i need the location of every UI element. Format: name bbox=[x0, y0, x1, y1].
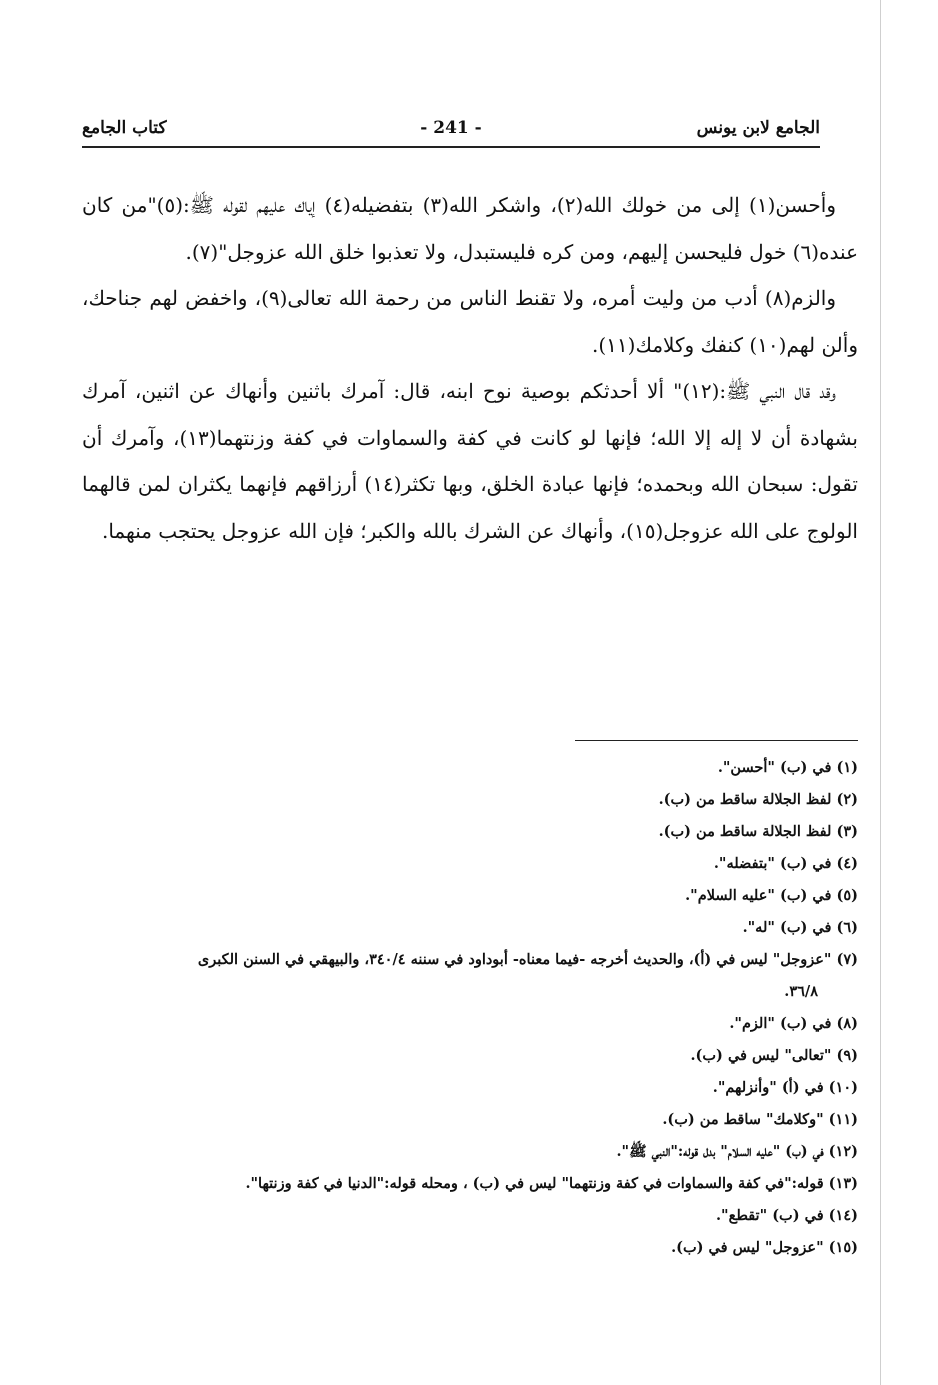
footnotes bbox=[82, 752, 858, 1264]
main-text bbox=[82, 182, 858, 554]
footnote: (١٢) في (ب) "عليه السلام" بدل قوله:"النبي ﷺ". bbox=[616, 1143, 858, 1160]
footnote-continuation: ٣٦/٨. bbox=[784, 983, 818, 1000]
footnote: (١٠) في (أ) "وأنزلهم". bbox=[712, 1079, 858, 1096]
paragraph: والزم(٨) أدب من وليت أمره، ولا تقنط الناس من رحمة الله تعالى(٩)، واخفض لهم جناحك، وألن لهم(١٠) كنفك وكلامك(١١). bbox=[82, 286, 858, 357]
footnote-separator bbox=[575, 740, 858, 741]
page-number: - 241 - bbox=[420, 118, 482, 138]
header-book-title: الجامع لابن يونس bbox=[696, 118, 820, 138]
footnote: (٢) لفظ الجلالة ساقط من (ب). bbox=[658, 791, 858, 808]
footnote: (٩) "تعالى" ليس في (ب). bbox=[690, 1047, 858, 1064]
footnote: (١٤) في (ب) "تقطع". bbox=[716, 1207, 858, 1224]
footnote: (١٥) "عزوجل" ليس في (ب). bbox=[671, 1239, 858, 1256]
footnote: (٦) في (ب) "له". bbox=[742, 919, 858, 936]
page-edge-line bbox=[880, 0, 881, 1385]
running-header bbox=[82, 118, 820, 148]
footnote: (٥) في (ب) "عليه السلام". bbox=[685, 887, 858, 904]
paragraph: وأحسن(١) إلى من خولك الله(٢)، واشكر الله(٣) بتفضيله(٤) إياك عليهم لقوله ﷺ:(٥)"من كان عنده(٦) خول فليحسن إليهم، ومن كره فليستبدل، ولا تعذبوا خلق الله عزوجل"(٧). bbox=[82, 193, 858, 264]
footnote: (١) في (ب) "أحسن". bbox=[717, 759, 858, 776]
footnote: (٣) لفظ الجلالة ساقط من (ب). bbox=[658, 823, 858, 840]
footnote: (١٣) قوله:"في كفة والسماوات في كفة وزنتهما" ليس في (ب) ، ومحله قوله:"الدنيا في كفة وزنتها". bbox=[245, 1175, 858, 1192]
header-chapter-title: كتاب الجامع bbox=[82, 118, 167, 138]
paragraph: وقد قال النبي ﷺ:(١٢)" ألا أحدثكم بوصية نوح ابنه، قال: آمرك باثنين وأنهاك عن اثنين، آمرك بشهادة أن لا إله إلا الله؛ فإنها لو كانت في كفة والسماوات في كفة وزنتهما(١٣)، وآمرك أن تقول: سبحان الله وبحمده؛ فإنها عبادة الخلق، وبها تكثر(١٤) أرزاقهم فإنهما يكثران لمن قالهما الولوج على الله عزوجل(١٥)، وأنهاك عن الشرك بالله والكبر؛ فإن الله عزوجل يحتجب منهما. bbox=[82, 379, 858, 543]
header-rule bbox=[82, 146, 820, 148]
footnote: (٨) في (ب) "الزم". bbox=[729, 1015, 858, 1032]
footnote: (١١) "وكلامك" ساقط من (ب). bbox=[662, 1111, 858, 1128]
footnote: (٤) في (ب) "بتفضله". bbox=[713, 855, 858, 872]
footnote: (٧) "عزوجل" ليس في (أ)، والحديث أخرجه -فيما معناه- أبوداود في سننه ٣٤٠/٤، والبيهقي في السنن الكبرى bbox=[197, 951, 858, 968]
